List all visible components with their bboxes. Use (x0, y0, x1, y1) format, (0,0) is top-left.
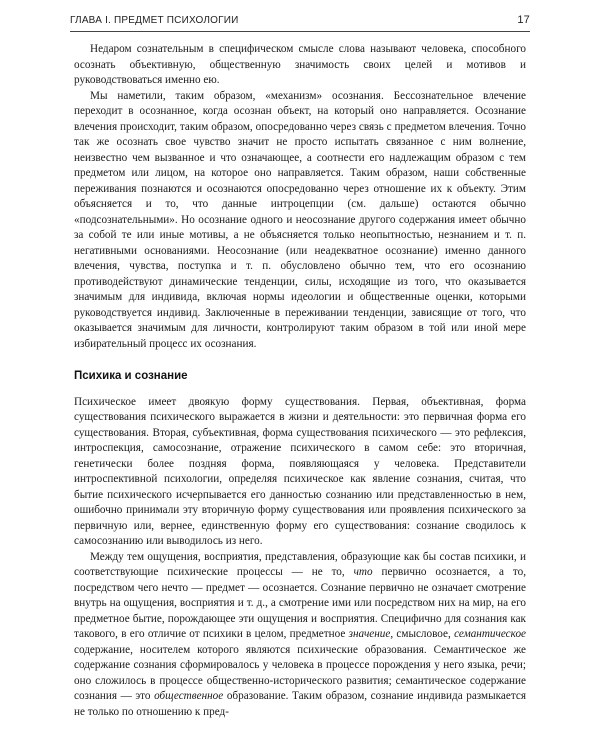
paragraph: Психическое имеет двоякую форму существования. Первая, объективная, форма существования психического выражается в жизни и деятельности: это первичная форма его существования. Вторая, субъективная, форма существования психического — это рефлексия, интроспекция, самосознание, отражение психического в самом себе: это вторичная, генетически более поздняя форма, появляющаяся у человека. Представители интроспективной психологии, определяя психическое как явление сознания, считая, что бытие психического исчерпывается его данностью сознанию или представленностью в нем, ошибочно принимали эту вторичную форму существования или проявления психического за первичную или, вернее, единственную форму его существования: сознание сводилось к самосознанию или выводилось из него. (74, 395, 526, 547)
italic-term: что (353, 566, 373, 578)
page-body (74, 42, 526, 720)
chapter-title: ГЛАВА I. ПРЕДМЕТ ПСИХОЛОГИИ (70, 15, 239, 26)
page-number: 17 (517, 14, 530, 26)
running-header (70, 14, 530, 26)
header-rule (70, 31, 530, 32)
section-heading: Психика и сознание (74, 370, 188, 382)
text-run: содержание, носителем которого являются психические образования. Семантическое же содержание сознания сформировалось у человека в процессе порождения у него языка, речи; оно сложилось в процессе общественно-исторического развития; семантическое содержание сознания — это (74, 643, 526, 702)
paragraph (74, 550, 526, 721)
italic-term: значение (348, 628, 391, 640)
paragraph: Мы наметили, таким образом, «механизм» осознания. Бессознательное влечение переходит в осознанное, когда осознан объект, на который оно направляется. Осознание влечения происходит, таким образом, опосредованно через связь с предметом влечения. Точно так же осознать свое чувство значит не просто испытать связанное с ним волнение, неизвестно чем вызванное и что означающее, а соотнести его надлежащим образом с тем предметом или лицом, на которое оно направляется. Таким образом, наши собственные переживания познаются и осознаются опосредованно через отношение их к объекту. Этим объясняется и то, что данные интроцепции (см. дальше) остаются обычно «подсознательными». Но осознание одного и неосознание другого содержания имеет обычно за собой те или иные мотивы, а не объясняется только неопытностью, незнанием и т. п. негативными основаниями. Неосознание (или неадекватное осознание) именно данного влечения, чувства, поступка и т. п. обусловлено обычно тем, что его осознанию противодействуют динамические тенденции, силы, исходящие из того, что оказывается значимым для индивида, включая нормы идеологии и общественные оценки, которыми руководствуется индивид. Заключенные в переживании тенденции, зависящие от того, что оказывается значимым для личности, контролируют таким образом в той или иной мере избирательный процесс их осознания. (74, 89, 526, 350)
italic-term: семантическое (454, 628, 527, 640)
text-run: , смысловое, (390, 628, 455, 640)
text-run: Между тем ощущения, восприятия, представления, образующие как бы состав психики, и соответствующие психические процессы — не то, (74, 550, 526, 578)
paragraph: Недаром сознательным в специфическом смысле слова называют человека, способного осознать объективную, общественную значимость своих целей и мотивов и руководствоваться именно ею. (74, 43, 526, 86)
text-run: образование. Таким образом, сознание индивида размыкается не только по отношению к пред- (74, 690, 526, 718)
italic-term: общественное (154, 690, 224, 702)
text-run: первично осознается, а то, посредством чего нечто — предмет — осознается. Сознание первично не означает смотрение внутрь на ощущения, восприятия и т. д., а смотрение ими или посредством них на мир, на его предметное бытие, порождающее эти ощущения и восприятия. Специфично для сознания как такового, в его отличие от психики в целом, предметное (74, 566, 526, 640)
